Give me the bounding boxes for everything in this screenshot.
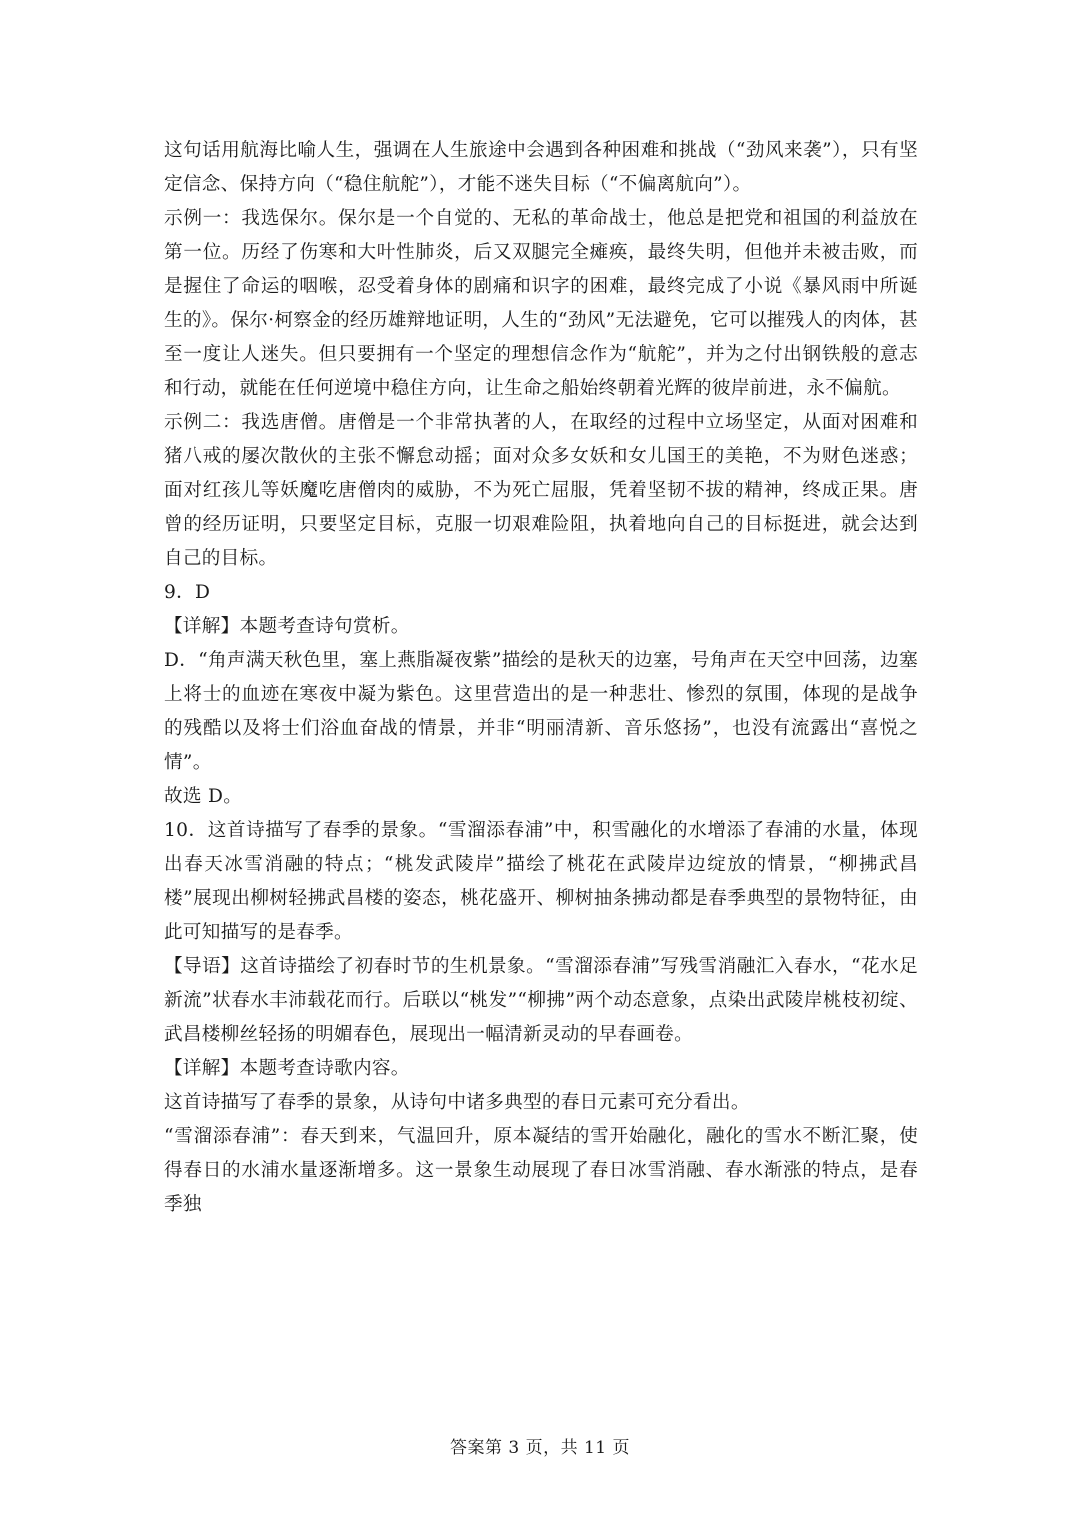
page-footer: 答案第 3 页，共 11 页 [449,1438,631,1458]
answer-page-body [164,134,918,1222]
detail-heading-10: 【详解】本题考查诗歌内容。 [164,1058,410,1079]
conclusion-9: 故选 D。 [164,786,243,807]
paragraph-example-one: 示例一：我选保尔。保尔是一个自觉的、无私的革命战士，他总是把党和祖国的利益放在第一位。历经了伤寒和大叶性肺炎，后又双腿完全瘫痪，最终失明，但他并未被击败，而是握住了命运的咽喉，忍受着身体的剧痛和识字的困难，最终完成了小说《暴风雨中所诞生的》。保尔·柯察金的经历雄辩地证明，人生的“劲风”无法避免，它可以摧残人的肉体，甚至一度让人迷失。但只要拥有一个坚定的理想信念作为“航舵”，并为之付出钢铁般的意志和行动，就能在任何逆境中稳住方向，让生命之船始终朝着光辉的彼岸前进，永不偏航。 [164,208,918,399]
detail-heading-9: 【详解】本题考查诗句赏析。 [164,616,410,637]
answer-9: 9．D [164,582,211,603]
paragraph-season-summary: 这首诗描写了春季的景象，从诗句中诸多典型的春日元素可充分看出。 [164,1092,750,1113]
paragraph-explanation: 这句话用航海比喻人生，强调在人生旅途中会遇到各种困难和挑战（“劲风来袭”），只有坚定信念、保持方向（“稳住航舵”），才能不迷失目标（“不偏离航向”）。 [164,140,918,195]
paragraph-example-two: 示例二：我选唐僧。唐僧是一个非常执著的人，在取经的过程中立场坚定，从面对困难和猪八戒的屡次散伙的主张不懈怠动摇；面对众多女妖和女儿国王的美艳，不为财色迷惑；面对红孩儿等妖魔吃唐僧肉的威胁，不为死亡屈服，凭着坚韧不拔的精神，终成正果。唐曾的经历证明，只要坚定目标，克服一切艰难险阻，执着地向自己的目标挺进，就会达到自己的目标。 [164,412,918,569]
answer-10: 10．这首诗描写了春季的景象。“雪溜添春浦”中，积雪融化的水增添了春浦的水量，体现出春天冰雪消融的特点；“桃发武陵岸”描绘了桃花在武陵岸边绽放的情景，“柳拂武昌楼”展现出柳树轻拂武昌楼的姿态，桃花盛开、柳树抽条拂动都是春季典型的景物特征，由此可知描写的是春季。 [164,820,918,943]
guide-paragraph: 【导语】这首诗描绘了初春时节的生机景象。“雪溜添春浦”写残雪消融汇入春水，“花水足新流”状春水丰沛载花而行。后联以“桃发”“柳拂”两个动态意象，点染出武陵岸桃枝初绽、武昌楼柳丝轻扬的明媚春色，展现出一幅清新灵动的早春画卷。 [164,956,918,1045]
paragraph-snow-analysis: “雪溜添春浦”：春天到来，气温回升，原本凝结的雪开始融化，融化的雪水不断汇聚，使得春日的水浦水量逐渐增多。这一景象生动展现了春日冰雪消融、春水渐涨的特点，是春季独 [164,1126,918,1215]
paragraph-option-d: D．“角声满天秋色里，塞上燕脂凝夜紫”描绘的是秋天的边塞，号角声在天空中回荡，边塞上将士的血迹在寒夜中凝为紫色。这里营造出的是一种悲壮、惨烈的氛围，体现的是战争的残酷以及将士们浴血奋战的情景，并非“明丽清新、音乐悠扬”，也没有流露出“喜悦之情”。 [164,650,918,773]
